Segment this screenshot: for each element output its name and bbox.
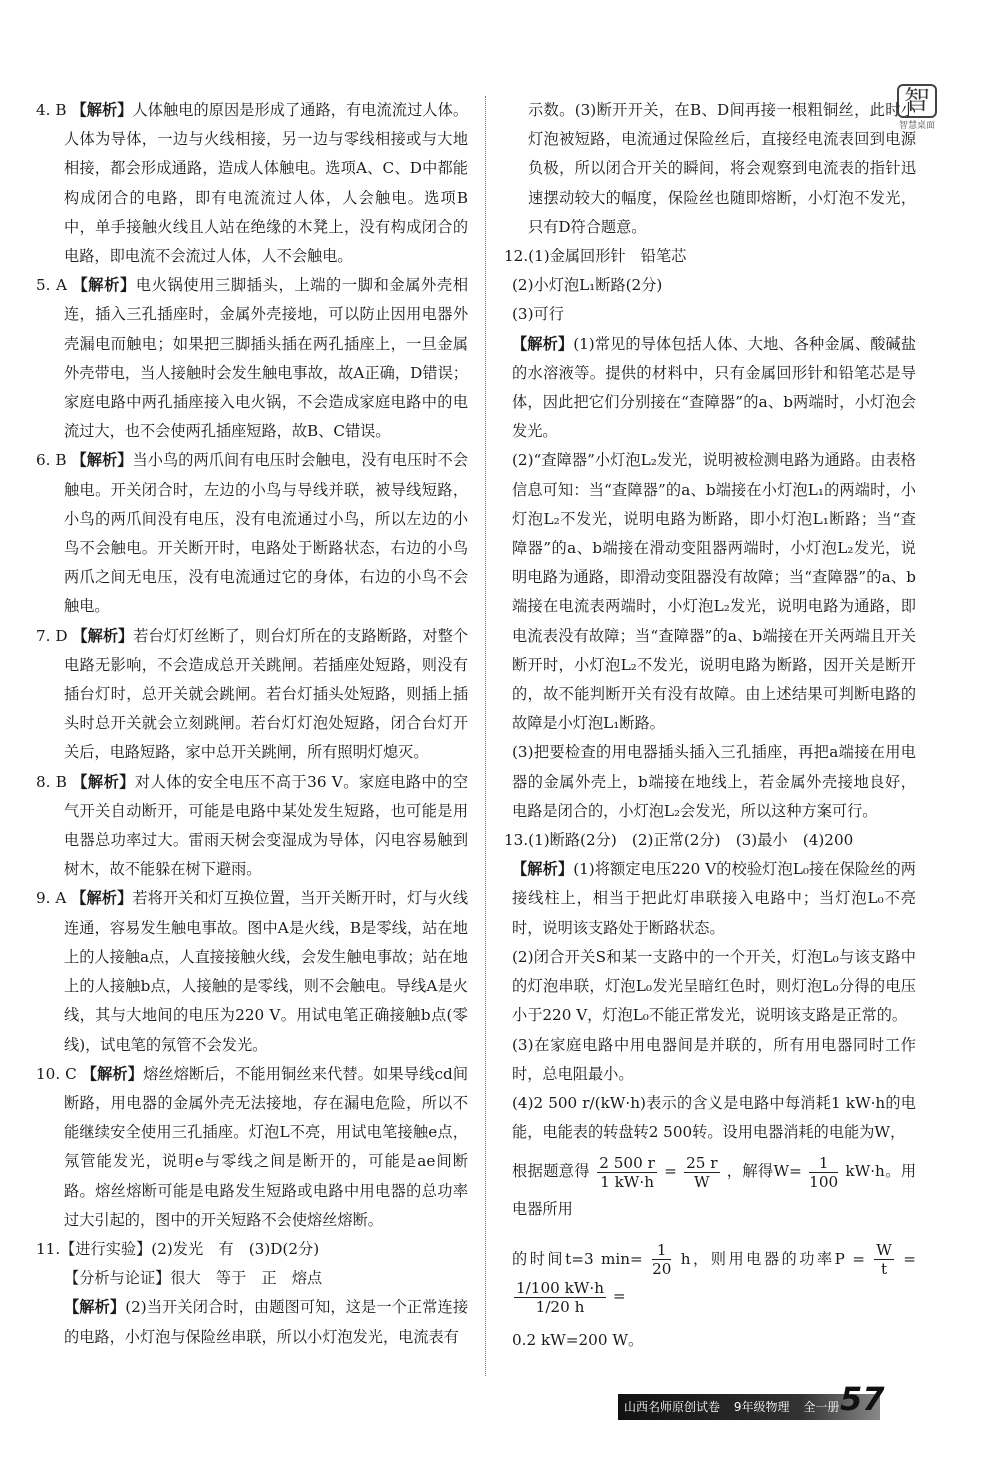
answer-item-12: 12.(1)金属回形针 铅笔芯 <box>504 247 687 266</box>
fraction-power: $\frac{W}{t}$ <box>876 1241 892 1279</box>
answer-13-result: 0.2 kW=200 W。 <box>512 1330 644 1349</box>
answer-item-4: 4. B 【解析】人体触电的原因是形成了通路，有电流流过人体。人体为导体，一边与火线相接，另一边与零线相接或与大地相接，都会形成通路，造成人体触电。选项A、C、D中都能构成闭合的电路，即有电流流过人体，人会触电。选项B中，单手接触火线且人站在绝缘的木凳上，没有构成闭合的电路，即电流不会流过人体，人不会触电。 <box>36 101 469 266</box>
answer-11-analysis: 【分析与论证】很大 等于 正 熔点 <box>64 1269 323 1288</box>
answer-13-jiexi-1: 【解析】(1)将额定电压220 V的校验灯泡L₀接在保险丝的两接线柱上，相当于把此灯串联接入电路中；当灯泡L₀不亮时，说明该支路处于断路状态。 <box>512 860 916 937</box>
column-divider <box>485 96 486 1376</box>
book-title: 山西名师原创试卷 <box>624 1400 721 1414</box>
volume-label: 全一册 <box>803 1400 840 1414</box>
answer-12-part2: (2)小灯泡L₁断路(2分) <box>512 276 663 295</box>
answer-item-6: 6. B 【解析】当小鸟的两爪间有电压时会触电，没有电压时不会触电。开关闭合时，左边的小鸟与导线并联，被导线短路，小鸟的两爪间没有电压，没有电流通过小鸟，所以左边的小鸟不会触电。开关断开时，电路处于断路状态，右边的小鸟两爪之间无电压，没有电流通过它的身体，右边的小鸟不会触电。 <box>36 451 469 616</box>
grade-label: 9年级物理 <box>733 1400 790 1414</box>
logo-text: 智慧桌面 <box>898 121 935 131</box>
answer-item-11: 11.【进行实验】(2)发光 有 (3)D(2分) <box>36 1239 320 1258</box>
fraction-time: $\frac{1}{20}$ <box>652 1241 672 1279</box>
answer-11-continued: 示数。(3)断开开关，在B、D间再接一根粗铜丝，此时小灯泡被短路，电流通过保险丝后，直接经电流表回到电源负极，所以闭合开关的瞬间，将会观察到电流表的指针迅速摆动较大的幅度，保险丝也随即熔断，小灯泡不发光，只有D符合题意。 <box>528 101 916 236</box>
logo-mark: 智 <box>897 84 937 118</box>
answer-12-jiexi-3: (3)把要检查的用电器插头插入三孔插座，再把a端接在用电器的金属外壳上，b端接在地线上，若金属外壳接地良好，电路是闭合的，小灯泡L₂会发光，所以这种方案可行。 <box>512 743 916 820</box>
formula-energy: 根据题意得 $\frac{2 500 r}{1 kW\cdot h}$ = $\frac{25 r}{W}$ ，解得W= $\frac{1}{100}$ kW·h。用电器所用 <box>512 1153 917 1218</box>
answer-13-jiexi-4: (4)2 500 r/(kW·h)表示的含义是电路中每消耗1 kW·h的电能，电能表的转盘转2 500转。设用电器消耗的电能为W， <box>512 1093 916 1142</box>
fraction-rate: $\frac{2 500 r}{1 kW\cdot h}$ <box>599 1153 655 1191</box>
fraction-turns: $\frac{25 r}{W}$ <box>686 1153 718 1191</box>
right-column <box>504 96 916 1355</box>
answer-12-jiexi-2: (2)“查障器”小灯泡L₂发光，说明被检测电路为通路。由表格信息可知：当“查障器”的a、b端接在小灯泡L₁的两端时，小灯泡L₂不发光，说明电路为断路，即小灯泡L₁断路；当“查障器”的a、b端接在滑动变阻器两端时，小灯泡L₂发光，说明电路为通路，即滑动变阻器没有故障；当“查障器”的a、b端接在电流表两端时，小灯泡L₂发光，说明电路为通路，即电流表没有故障；当“查障器”的a、b端接在开关两端且开关断开时，小灯泡L₂不发光，说明电路为断路，因开关是断开的，故不能判断开关有没有故障。由上述结果可判断电路的故障是小灯泡L₁断路。 <box>512 451 916 733</box>
answer-11-jiexi: 【解析】(2)当开关闭合时，由题图可知，这是一个正常连接的电路，小灯泡与保险丝串联，所以小灯泡发光，电流表有 <box>64 1298 469 1346</box>
answer-13-jiexi-2: (2)闭合开关S和某一支路中的一个开关，灯泡L₀与该支路中的灯泡串联，灯泡L₀发光呈暗红色时，则灯泡L₀分得的电压小于220 V，灯泡L₀不能正常发光，说明该支路是正常的。 <box>512 947 916 1025</box>
answer-13-jiexi-3: (3)在家庭电路中用电器间是并联的，所有用电器同时工作时，总电阻最小。 <box>512 1035 916 1083</box>
answer-12-jiexi-1: 【解析】(1)常见的导体包括人体、大地、各种金属、酸碱盐的水溶液等。提供的材料中，只有金属回形针和铅笔芯是导体，因此把它们分别接在“查障器”的a、b两端时，小灯泡会发光。 <box>512 334 917 441</box>
fraction-power-value: $\frac{1/100 kW\cdot h}{1/20 h}$ <box>516 1278 605 1316</box>
left-column <box>36 96 468 1352</box>
answer-12-part3: (3)可行 <box>512 305 564 324</box>
answer-item-13: 13.(1)断路(2分) (2)正常(2分) (3)最小 (4)200 <box>504 831 854 850</box>
page-number: 57 <box>840 1380 885 1418</box>
answer-item-9: 9. A 【解析】若将开关和灯互换位置，当开关断开时，灯与火线连通，容易发生触电事故。图中A是火线，B是零线，站在地上的人接触a点，人直接接触火线，会发生触电事故；站在地上的人接触b点，人接触的是零线，则不会触电。导线A是火线，其与大地间的电压为220 V。用试电笔正确接触b点(零线)，试电笔的氖管不会发光。 <box>36 889 469 1054</box>
answer-item-10: 10. C 【解析】熔丝熔断后，不能用铜丝来代替。如果导线cd间断路，用电器的金属外壳无法接地，存在漏电危险，所以不能继续安全使用三孔插座。灯泡L不亮，用试电笔接触e点，氖管能发光，说明e与零线之间是断开的，可能是ae间断路。熔丝熔断可能是电路发生短路或电路中用电器的总功率过大引起的，图中的开关短路不会使熔丝熔断。 <box>36 1064 469 1229</box>
answer-item-7: 7. D 【解析】若台灯灯丝断了，则台灯所在的支路断路，对整个电路无影响，不会造成总开关跳闸。若插座处短路，则没有插台灯时，总开关就会跳闸。若台灯插头处短路，则插上插头时总开关就会立刻跳闸。若台灯灯泡处短路，闭合台灯开关后，电路短路，家中总开关跳闸，所有照明灯熄灭。 <box>36 626 469 762</box>
answer-item-8: 8. B 【解析】对人体的安全电压不高于36 V。家庭电路中的空气开关自动断开，可能是电路中某处发生短路，也可能是用电器总功率过大。雷雨天树会变湿成为导体，闪电容易触到树木，故不能躲在树下避雨。 <box>36 772 469 879</box>
fraction-energy: $\frac{1}{100}$ <box>809 1153 839 1191</box>
formula-power: 的时间t=3 min= $\frac{1}{20}$ h，则用电器的功率P = $\frac{W}{t}$ = $\frac{1/100 kW\cdot h}{1/20 h}$ = <box>512 1241 916 1316</box>
answer-item-5: 5. A 【解析】电火锅使用三脚插头，上端的一脚和金属外壳相连，插入三孔插座时，金属外壳接地，可以防止因用电器外壳漏电而触电；如果把三脚插头插在两孔插座上，一旦金属外壳带电，当人接触时会发生触电事故，故A正确，D错误；家庭电路中两孔插座接入电火锅，不会造成家庭电路中的电流过大，也不会使两孔插座短路，故B、C错误。 <box>36 276 469 441</box>
